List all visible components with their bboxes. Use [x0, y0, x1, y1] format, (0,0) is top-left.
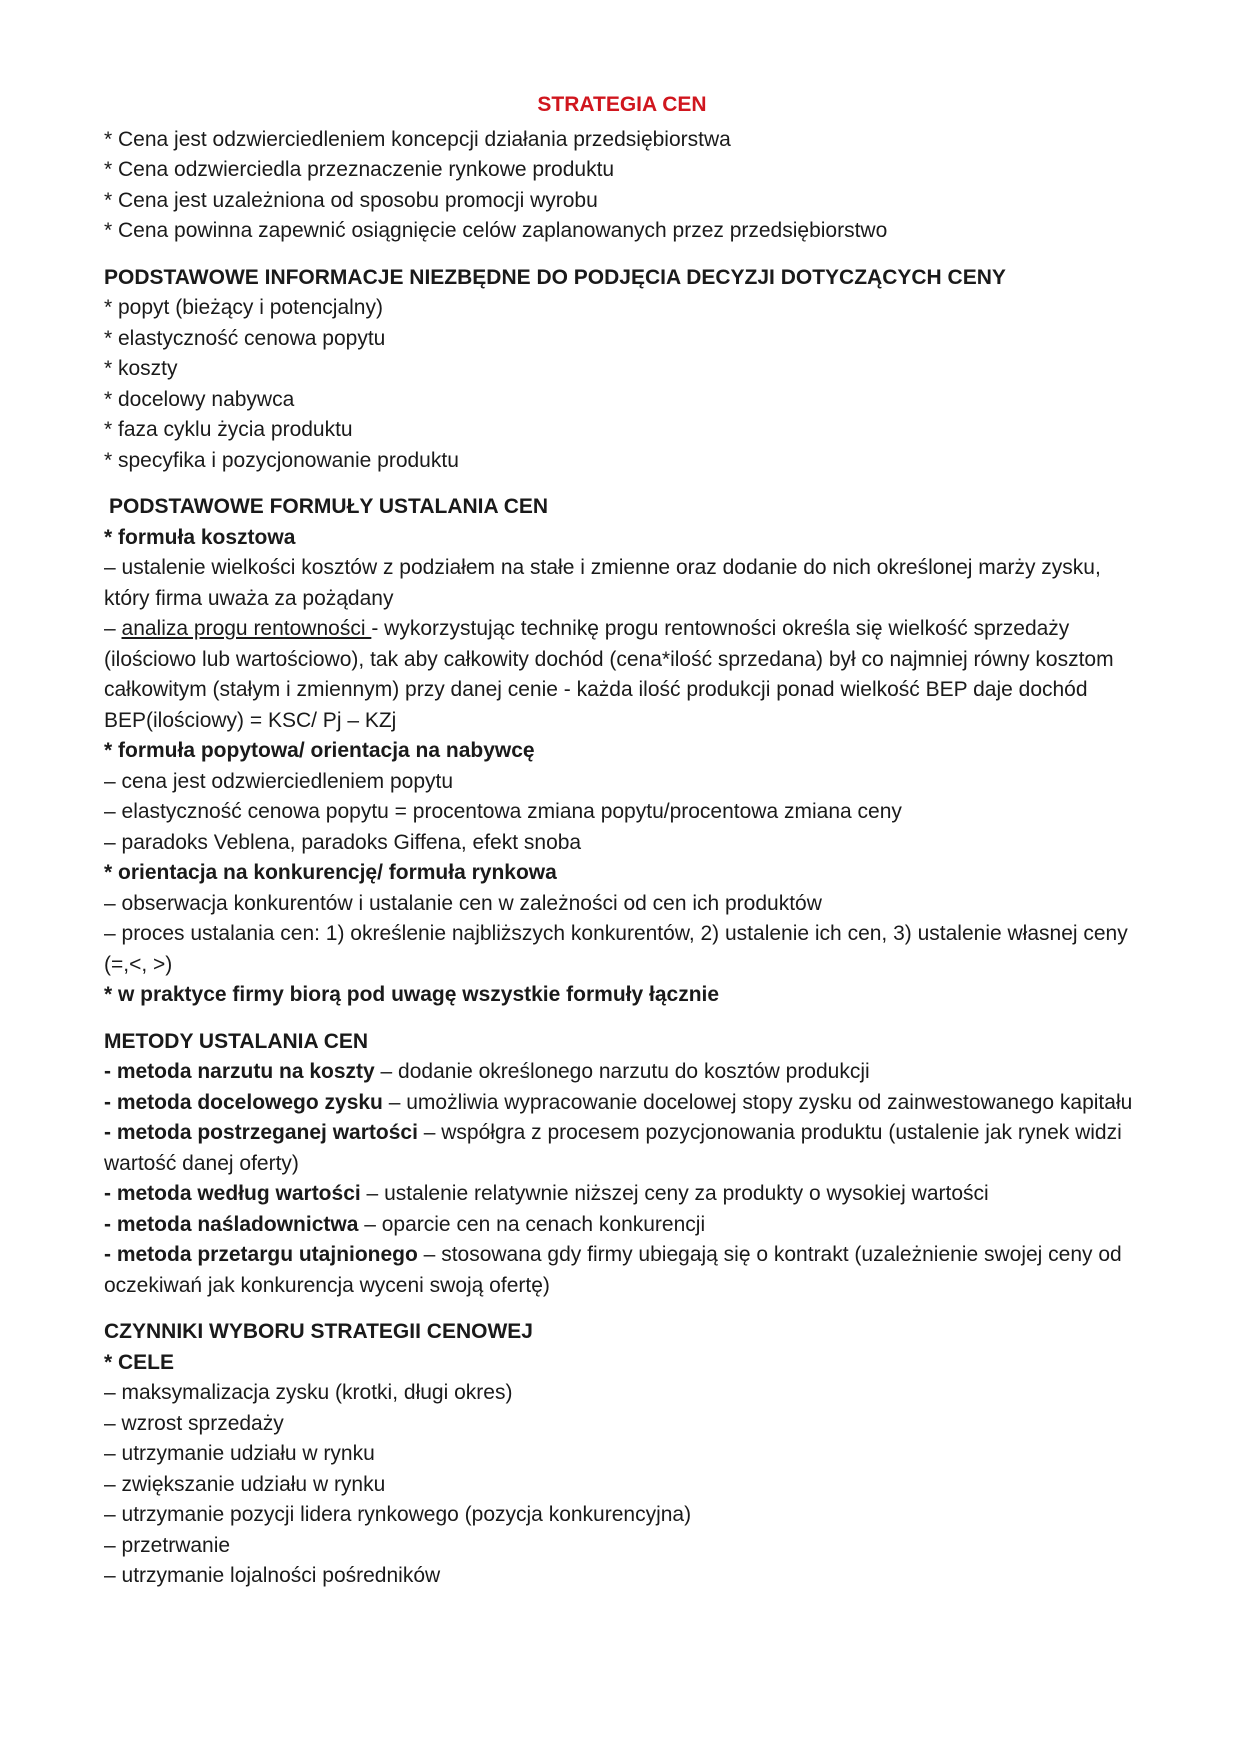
method-name: - metoda docelowego zysku	[104, 1090, 383, 1114]
info-item: * elastyczność cenowa popytu	[104, 326, 386, 350]
demand-item: – paradoks Veblena, paradoks Giffena, efekt snoba	[104, 830, 582, 854]
cost-formula-heading: * formuła kosztowa	[104, 525, 296, 549]
goal-item: – wzrost sprzedaży	[104, 1411, 284, 1435]
factors-section	[104, 1317, 1140, 1592]
method-desc: – umożliwia wypracowanie docelowej stopy zysku od zainwestowanego kapitału	[382, 1090, 1133, 1114]
method-name: - metoda naśladownictwa	[104, 1212, 359, 1236]
goal-item: – przetrwanie	[104, 1533, 231, 1557]
competition-formula-heading: * orientacja na konkurencję/ formuła rynkowa	[104, 861, 557, 884]
intro-item: * Cena jest odzwierciedleniem koncepcji działania przedsiębiorstwa	[104, 127, 731, 151]
info-item: * docelowy nabywca	[104, 387, 295, 411]
bep-label: analiza progu rentowności	[121, 617, 372, 640]
info-item: * koszty	[104, 357, 178, 380]
bep-dash: –	[104, 617, 122, 640]
competition-item: – obserwacja konkurentów i ustalanie cen w zależności od cen ich produktów	[104, 891, 822, 915]
demand-item: – elastyczność cenowa popytu = procentowa zmiana popytu/procentowa zmiana ceny	[104, 800, 902, 823]
goal-item: – utrzymanie pozycji lidera rynkowego (pozycja konkurencyjna)	[104, 1503, 692, 1526]
intro-item: * Cena odzwierciedla przeznaczenie rynkowe produktu	[104, 158, 615, 181]
formulas-heading: PODSTAWOWE FORMUŁY USTALANIA CEN	[109, 495, 549, 518]
goal-item: – utrzymanie udziału w rynku	[104, 1442, 375, 1465]
cost-formula-text: – ustalenie wielkości kosztów z podziałem na stałe i zmienne oraz dodanie do nich określonej marży zysku, który firma uważa za pożądany	[104, 556, 1101, 610]
demand-formula-heading: * formuła popytowa/ orientacja na nabywcę	[104, 739, 535, 762]
intro-item: * Cena powinna zapewnić osiągnięcie celów zaplanowanych przez przedsiębiorstwo	[104, 219, 888, 242]
method-desc: – stosowana gdy firmy ubiegają się o kontrakt (uzależnienie swojej ceny od oczekiwań jak konkurencja wyceni swoją ofertę)	[104, 1243, 1122, 1297]
goals-heading: * CELE	[104, 1350, 175, 1374]
formulas-section	[104, 492, 1140, 1011]
info-item: * faza cyklu życia produktu	[104, 418, 353, 441]
bep-paragraph	[104, 614, 1140, 736]
method-item	[104, 1210, 1140, 1241]
demand-item: – cena jest odzwierciedleniem popytu	[104, 769, 454, 793]
info-item: * popyt (bieżący i potencjalny)	[104, 296, 383, 319]
intro-list	[104, 125, 1140, 247]
method-name: - metoda narzutu na koszty	[104, 1060, 375, 1083]
competition-item: – proces ustalania cen: 1) określenie najbliższych konkurentów, 2) ustalenie ich cen, 3) ustalenie własnej ceny (=,<, >)	[104, 922, 1128, 976]
method-item	[104, 1240, 1140, 1301]
methods-heading: METODY USTALANIA CEN	[104, 1029, 369, 1053]
intro-item: * Cena jest uzależniona od sposobu promocji wyrobu	[104, 188, 598, 212]
goal-item: – zwiększanie udziału w rynku	[104, 1472, 386, 1496]
info-heading: PODSTAWOWE INFORMACJE NIEZBĘDNE DO PODJĘCIA DECYZJI DOTYCZĄCYCH CENY	[104, 265, 1006, 289]
method-item	[104, 1088, 1140, 1119]
method-desc: – ustalenie relatywnie niższej ceny za produkty o wysokiej wartości	[360, 1182, 989, 1205]
info-item: * specyfika i pozycjonowanie produktu	[104, 448, 459, 472]
factors-heading: CZYNNIKI WYBORU STRATEGII CENOWEJ	[104, 1320, 533, 1343]
goal-item: – utrzymanie lojalności pośredników	[104, 1564, 441, 1587]
method-item	[104, 1057, 1140, 1088]
method-name: - metoda według wartości	[104, 1182, 361, 1205]
method-name: - metoda postrzeganej wartości	[104, 1121, 418, 1144]
method-desc: – dodanie określonego narzutu do kosztów produkcji	[374, 1060, 870, 1083]
page-title: STRATEGIA CEN	[537, 93, 707, 116]
method-item	[104, 1118, 1140, 1179]
method-name: - metoda przetargu utajnionego	[104, 1243, 418, 1266]
method-item	[104, 1179, 1140, 1210]
method-desc: – oparcie cen na cenach konkurencji	[358, 1212, 706, 1236]
goal-item: – maksymalizacja zysku (krotki, długi okres)	[104, 1381, 513, 1404]
info-section	[104, 263, 1140, 477]
practice-note: * w praktyce firmy biorą pod uwagę wszystkie formuły łącznie	[104, 983, 720, 1006]
methods-section	[104, 1027, 1140, 1302]
bep-text: - wykorzystując technikę progu rentowności określa się wielkość sprzedaży (ilościowo lub wartościowo), tak aby całkowity dochód (cena*ilość sprzedana) był co najmniej równy kosztom całkowitym (stałym i zmiennym) przy danej cenie - każda ilość produkcji ponad wielkość BEP daje dochód BEP(ilościowy) = KSC/ Pj – KZj	[104, 617, 1114, 732]
method-desc: – współgra z procesem pozycjonowania produktu (ustalenie jak rynek widzi wartość danej oferty)	[104, 1121, 1122, 1175]
